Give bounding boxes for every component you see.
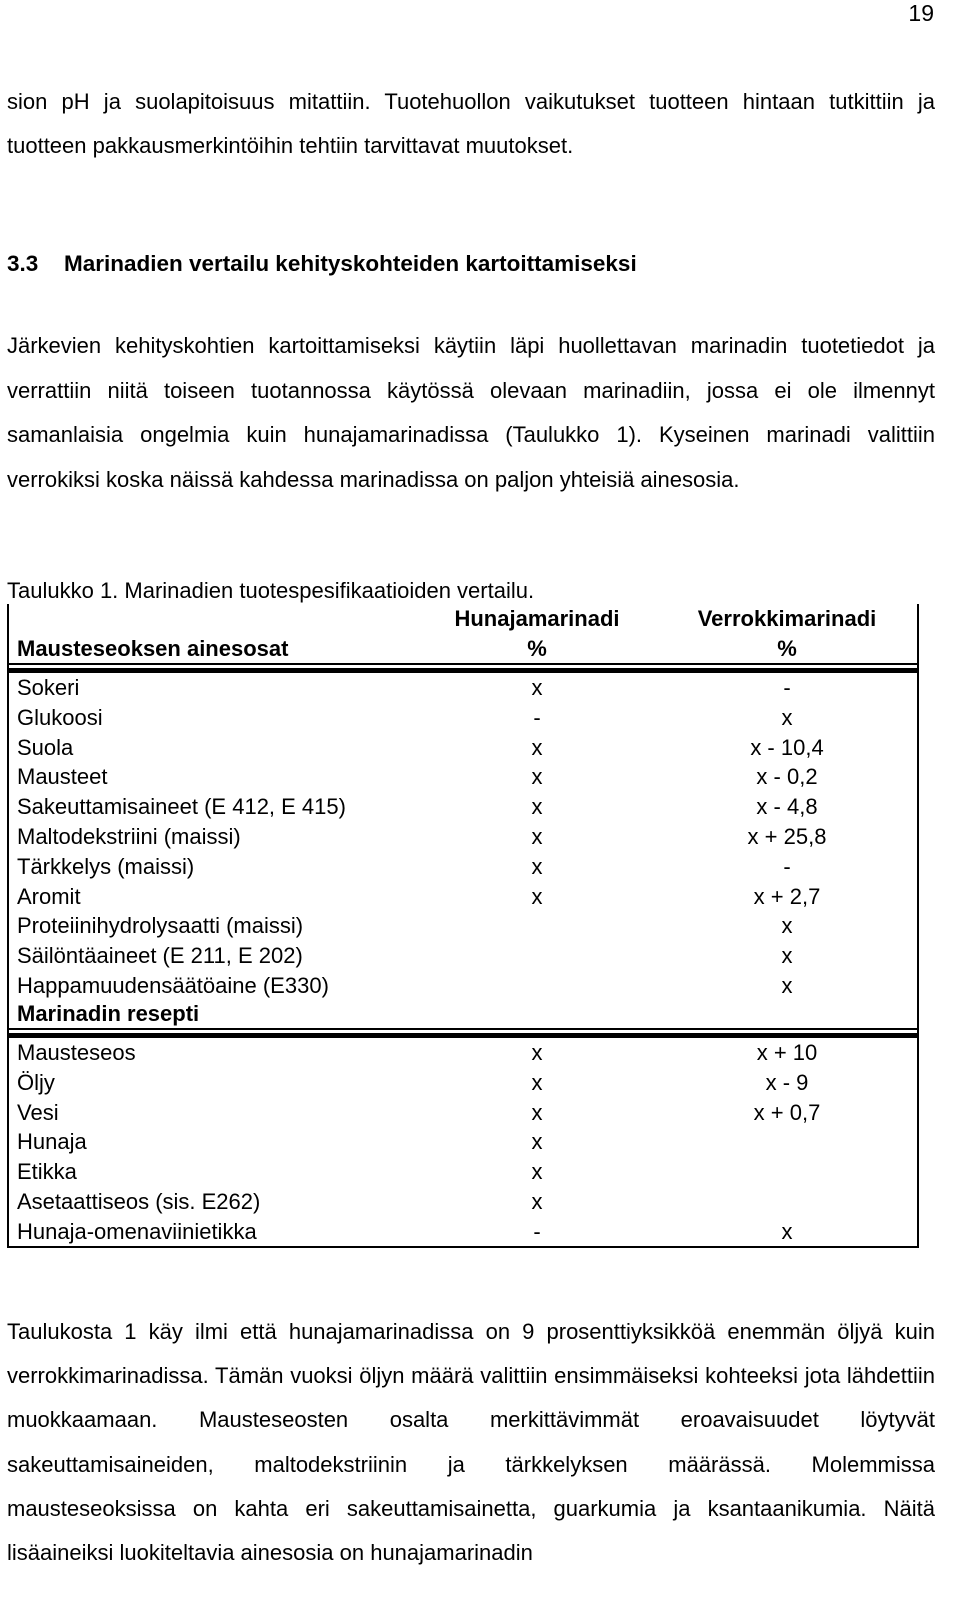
- ingredient-name: Hunaja: [17, 1129, 87, 1155]
- column-header-honey-marinade: Hunajamarinadi: [454, 606, 620, 631]
- reference-marinade-value: x + 10: [756, 1040, 818, 1065]
- recipe-header-row: [9, 999, 917, 1029]
- ingredient-name: Mausteseos: [17, 1040, 136, 1065]
- honey-marinade-value: x: [531, 675, 543, 700]
- reference-marinade-value: x: [781, 913, 793, 939]
- reference-marinade-value: -: [783, 853, 791, 879]
- ingredient-name: Etikka: [17, 1159, 77, 1185]
- honey-marinade-value: x: [531, 1189, 543, 1214]
- honey-marinade-value: -: [533, 1218, 541, 1244]
- ingredient-name: Maltodekstriini (maissi): [17, 824, 241, 849]
- honey-marinade-value: x: [531, 794, 543, 820]
- ingredient-name: Sakeuttamisaineet (E 412, E 415): [17, 794, 346, 820]
- ingredient-name: Glukoosi: [17, 704, 103, 730]
- honey-marinade-value: -: [533, 704, 541, 730]
- table-subheader-row: [9, 634, 917, 664]
- subheader-label: Mausteseoksen ainesosat: [17, 636, 289, 661]
- ingredient-name: Hunaja-omenaviinietikka: [17, 1218, 257, 1244]
- ingredient-name: Suola: [17, 734, 74, 760]
- table-row: [9, 1157, 917, 1187]
- reference-marinade-value: x - 0,2: [756, 764, 818, 790]
- reference-marinade-value: x - 9: [765, 1069, 809, 1095]
- ingredient-name: Mausteet: [17, 764, 108, 790]
- ingredient-name: Asetaattiseos (sis. E262): [17, 1189, 261, 1214]
- table-rule: [9, 1028, 917, 1030]
- honey-marinade-value: x: [531, 764, 543, 790]
- honey-marinade-value: x: [531, 883, 543, 909]
- reference-marinade-value: x: [781, 1218, 793, 1244]
- table-row: [9, 733, 917, 763]
- subheader-unit: %: [527, 636, 547, 661]
- honey-marinade-value: x: [531, 824, 543, 849]
- table-row: [9, 1098, 917, 1128]
- honey-marinade-value: x: [531, 853, 543, 879]
- body-paragraph: Taulukosta 1 käy ilmi että hunajamarinadissa on 9 prosenttiyksikköä enemmän öljyä kuin verrokkimarinadissa. Tämän vuoksi öljyn määrä valittiin ensimmäiseksi kohteeksi jota lähdettiin muokkaamaan. Mausteseosten osalta merkittävimmät eroavaisuudet löytyvät sakeuttamisaineiden, maltodekstriinin ja tärkkelyksen määrässä. Molemmissa mausteseoksissa on kahta eri sakeuttamisainetta, guarkumia ja ksantaanikumia. Näitä lisäaineiksi luokiteltavia ainesosia on hunajamarinadin: [7, 1319, 935, 1566]
- body-paragraph: Järkevien kehityskohtien kartoittamiseksi käytiin läpi huollettavan marinadin tuotetiedot ja verrattiin niitä toiseen tuotannossa käytössä olevaan marinadiin, jossa ei ole ilmennyt samanlaisia ongelmia kuin hunajamarinadissa (Taulukko 1). Kyseinen marinadi valittiin verrokiksi koska näissä kahdessa marinadissa on paljon yhteisiä ainesosia.: [7, 333, 935, 492]
- section-heading: [7, 242, 637, 286]
- recipe-header: Marinadin resepti: [17, 1001, 200, 1026]
- reference-marinade-value: x: [781, 973, 793, 998]
- table-row: [9, 1187, 917, 1217]
- reference-marinade-value: -: [783, 675, 791, 700]
- ingredient-name: Aromit: [17, 883, 81, 909]
- table-header-row: [9, 604, 917, 634]
- table-row: [9, 941, 917, 971]
- reference-marinade-value: x: [781, 704, 793, 730]
- reference-marinade-value: x: [781, 943, 793, 969]
- table-caption: Taulukko 1. Marinadien tuotespesifikaatioiden vertailu.: [7, 578, 535, 603]
- table-row: [9, 1217, 917, 1247]
- table-row: [9, 762, 917, 792]
- table-row: [9, 852, 917, 882]
- ingredient-name: Tärkkelys (maissi): [17, 853, 195, 879]
- table-row: [9, 882, 917, 912]
- comparison-table: [7, 604, 917, 1248]
- ingredient-name: Öljy: [17, 1069, 55, 1095]
- ingredient-name: Sokeri: [17, 675, 80, 700]
- table-row: [9, 1068, 917, 1098]
- ingredient-name: Vesi: [17, 1099, 59, 1125]
- table-row: [9, 703, 917, 733]
- section-title: Marinadien vertailu kehityskohteiden kartoittamiseksi: [64, 251, 637, 276]
- reference-marinade-value: x + 25,8: [747, 824, 827, 849]
- table-right-border: [917, 604, 919, 1248]
- ingredient-name: Happamuudensäätöaine (E330): [17, 973, 329, 998]
- table-row: [9, 673, 917, 703]
- reference-marinade-value: x - 10,4: [750, 734, 824, 760]
- table-row: [9, 792, 917, 822]
- table-row: [9, 911, 917, 941]
- ingredient-name: Säilöntäaineet (E 211, E 202): [17, 943, 303, 969]
- reference-marinade-value: x + 0,7: [753, 1099, 821, 1125]
- honey-marinade-value: x: [531, 734, 543, 760]
- column-header-reference-marinade: Verrokkimarinadi: [697, 606, 877, 631]
- intro-paragraph: sion pH ja suolapitoisuus mitattiin. Tuotehuollon vaikutukset tuotteen hintaan tutkittiin ja tuotteen pakkausmerkintöihin tehtiin tarvittavat muutokset.: [7, 89, 935, 158]
- subheader-unit: %: [777, 636, 797, 661]
- honey-marinade-value: x: [531, 1069, 543, 1095]
- honey-marinade-value: x: [531, 1159, 543, 1185]
- table-row: [9, 971, 917, 1001]
- table-row: [9, 1127, 917, 1157]
- table-row: [9, 822, 917, 852]
- honey-marinade-value: x: [531, 1099, 543, 1125]
- page-number: 19: [908, 0, 934, 26]
- table-rule: [9, 663, 917, 665]
- reference-marinade-value: x + 2,7: [753, 883, 821, 909]
- honey-marinade-value: x: [531, 1129, 543, 1155]
- honey-marinade-value: x: [531, 1040, 543, 1065]
- reference-marinade-value: x - 4,8: [756, 794, 818, 820]
- section-number: 3.3: [7, 251, 39, 276]
- table-row: [9, 1038, 917, 1068]
- ingredient-name: Proteiinihydrolysaatti (maissi): [17, 913, 304, 939]
